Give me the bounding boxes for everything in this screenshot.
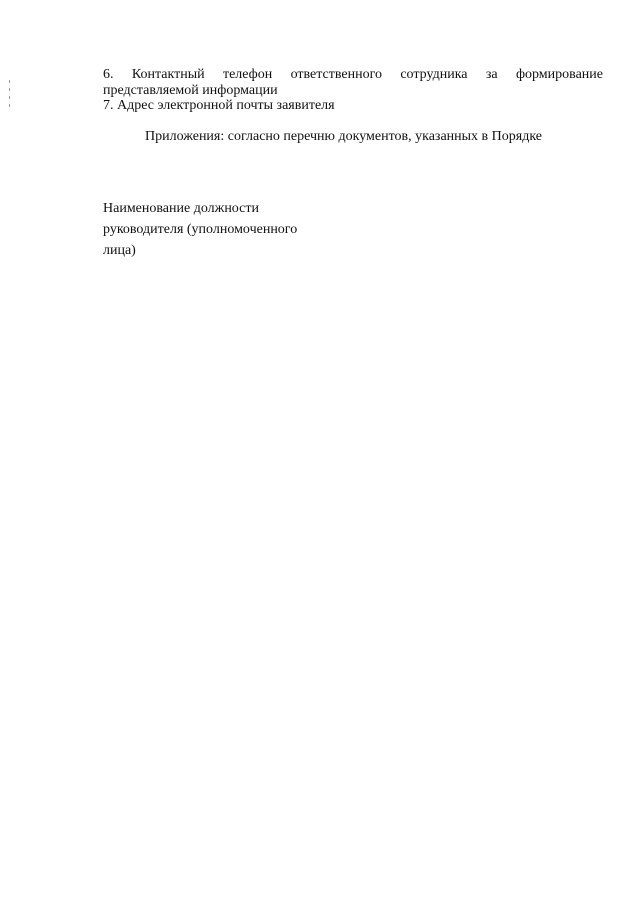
position-title-line-3: лица): [103, 243, 136, 258]
margin-mark: [9, 104, 10, 107]
position-title-block: [103, 198, 343, 261]
contact-phone-line-2: представляемой информации: [103, 83, 278, 98]
margin-scan-marks: [9, 80, 11, 116]
position-title-line-2: руководителя (уполномоченного: [103, 222, 298, 237]
margin-mark: [9, 80, 10, 83]
margin-mark: [9, 88, 10, 91]
position-title-line-1: Наименование должности: [103, 201, 259, 216]
margin-mark: [9, 96, 10, 99]
attachments-line: Приложения: согласно перечню документов, указанных в Порядке: [145, 129, 543, 144]
contact-phone-line-1: 6. Контактный телефон ответственного сотрудника за формирование: [103, 67, 603, 82]
contact-phone-item: [103, 67, 603, 99]
email-address-item: 7. Адрес электронной почты заявителя: [103, 98, 335, 113]
